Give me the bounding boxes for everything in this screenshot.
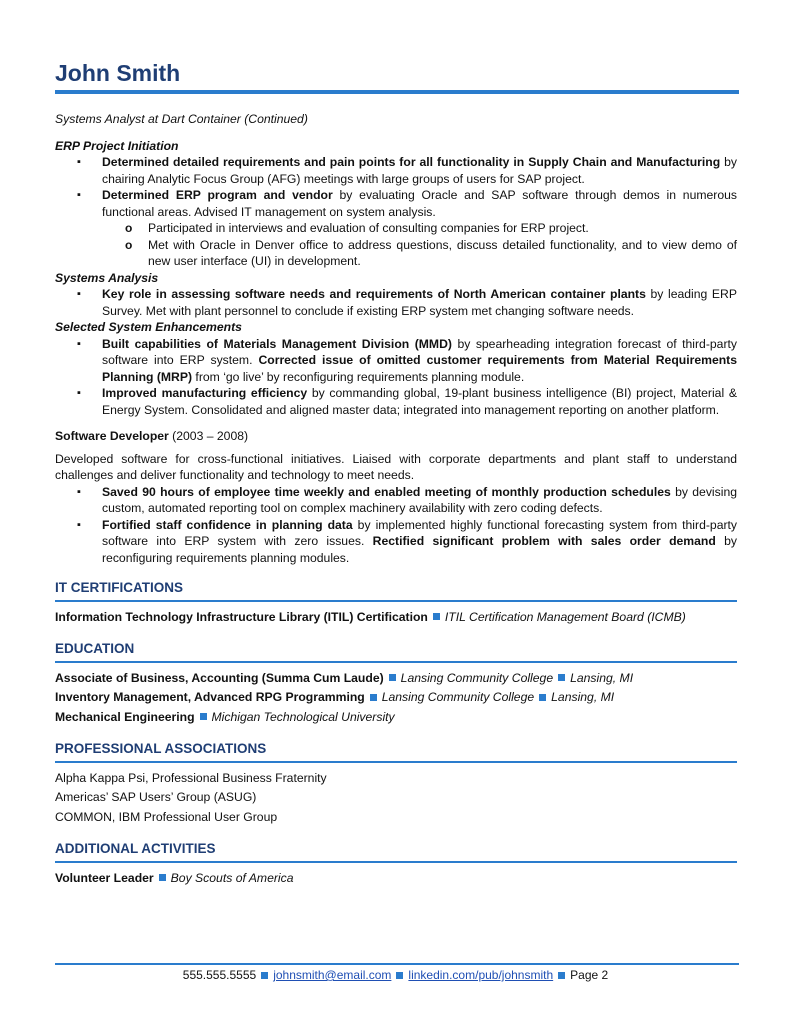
list-item: ▪ Saved 90 hours of employee time weekly and enabled meeting of monthly production schedules by devising custom, automated reporting tool on complex machinery availability with zero coding defects.	[55, 484, 737, 517]
list-item: ▪ Built capabilities of Materials Management Division (MMD) by spearheading integration forecast of third-party software into ERP system. Corrected issue of omitted customer requirements from Material Requirements Planning (MRP) from ‘go live’ by reconfiguring requirements planning module.	[55, 336, 737, 386]
section-divider	[55, 600, 737, 602]
certifications-heading: IT CERTIFICATIONS	[55, 580, 183, 595]
square-bullet-icon	[159, 874, 166, 881]
education-heading: EDUCATION	[55, 641, 135, 656]
footer-email-link[interactable]: johnsmith@email.com	[273, 968, 392, 982]
continued-role-title: Systems Analyst at Dart Container (Continued)	[55, 112, 308, 126]
footer	[0, 968, 791, 982]
footer-page-number: Page 2	[570, 968, 609, 982]
section-divider	[55, 861, 737, 863]
association-item: Americas’ SAP Users’ Group (ASUG)	[55, 790, 257, 804]
square-bullet-icon	[433, 613, 440, 620]
square-bullet-icon	[389, 674, 396, 681]
footer-linkedin-link[interactable]: linkedin.com/pub/johnsmith	[408, 968, 554, 982]
square-bullet-icon	[558, 674, 565, 681]
footer-divider	[55, 963, 739, 965]
list-item: o Met with Oracle in Denver office to address questions, discuss detailed functionality, and to view demo of new user interface (UI) in development.	[55, 237, 737, 270]
erp-heading: ERP Project Initiation	[55, 138, 179, 153]
associations-heading: PROFESSIONAL ASSOCIATIONS	[55, 741, 267, 756]
square-bullet-icon	[200, 713, 207, 720]
systems-analysis-heading: Systems Analysis	[55, 270, 159, 285]
list-item: ▪ Fortified staff confidence in planning data by implemented highly functional forecasting system from third-party software into ERP system with zero issues. Rectified significant problem with sales order demand by reconfiguring requirements planning modules.	[55, 517, 737, 567]
section-divider	[55, 661, 737, 663]
square-bullet-icon	[370, 694, 377, 701]
list-item: o Participated in interviews and evaluation of consulting companies for ERP project.	[55, 220, 737, 237]
list-item: ▪ Determined ERP program and vendor by evaluating Oracle and SAP software through demos in numerous functional areas. Advised IT management on system analysis. o Participated in interviews and evaluation of consulting companies for ERP project. o Met with Oracle in Denver office to address questions, discuss detailed functionality, and to view demo of new user interface (UI) in development.	[55, 187, 737, 270]
association-item: Alpha Kappa Psi, Professional Business Fraternity	[55, 770, 327, 785]
name-divider	[55, 90, 739, 94]
square-bullet-icon	[261, 972, 268, 979]
certification-entry: Information Technology Infrastructure Library (ITIL) Certification ITIL Certification Management Board (ICMB)	[55, 609, 686, 624]
resume-body	[55, 111, 737, 888]
education-entry: Mechanical Engineering Michigan Technological University	[55, 709, 395, 724]
erp-sub-bullets	[55, 220, 737, 270]
section-divider	[55, 761, 737, 763]
square-bullet-icon	[539, 694, 546, 701]
association-item: COMMON, IBM Professional User Group	[55, 809, 278, 824]
list-item: ▪ Determined detailed requirements and pain points for all functionality in Supply Chain and Manufacturing by chairing Analytic Focus Group (AFG) meetings with large groups of users for SAP project.	[55, 154, 737, 187]
activity-entry: Volunteer Leader Boy Scouts of America	[55, 870, 294, 885]
developer-bullets	[55, 484, 737, 567]
resume-name: John Smith	[55, 60, 181, 86]
list-item: ▪ Improved manufacturing efficiency by commanding global, 19-plant business intelligence (BI) project, Material & Energy System. Consolidated and aligned master data; integrated into management reporting on another platform.	[55, 385, 737, 418]
square-bullet-icon	[396, 972, 403, 979]
activities-heading: ADDITIONAL ACTIVITIES	[55, 841, 216, 856]
systems-analysis-bullets	[55, 286, 737, 319]
education-entry: Associate of Business, Accounting (Summa Cum Laude) Lansing Community College Lansing, MI	[55, 670, 634, 685]
developer-summary: Developed software for cross-functional initiatives. Liaised with corporate departments and plant staff to understand challenges and deliver functionality and technology to meet needs.	[55, 451, 737, 482]
developer-role: Software Developer (2003 – 2008)	[55, 429, 249, 443]
square-bullet-icon	[558, 972, 565, 979]
footer-phone: 555.555.5555	[182, 968, 257, 982]
erp-bullets	[55, 154, 737, 270]
enhancements-bullets	[55, 336, 737, 419]
list-item: ▪ Key role in assessing software needs and requirements of North American container plants by leading ERP Survey. Met with plant personnel to conclude if existing ERP system met changing software needs.	[55, 286, 737, 319]
enhancements-heading: Selected System Enhancements	[55, 320, 242, 334]
education-entry: Inventory Management, Advanced RPG Programming Lansing Community College Lansing, MI	[55, 690, 615, 704]
